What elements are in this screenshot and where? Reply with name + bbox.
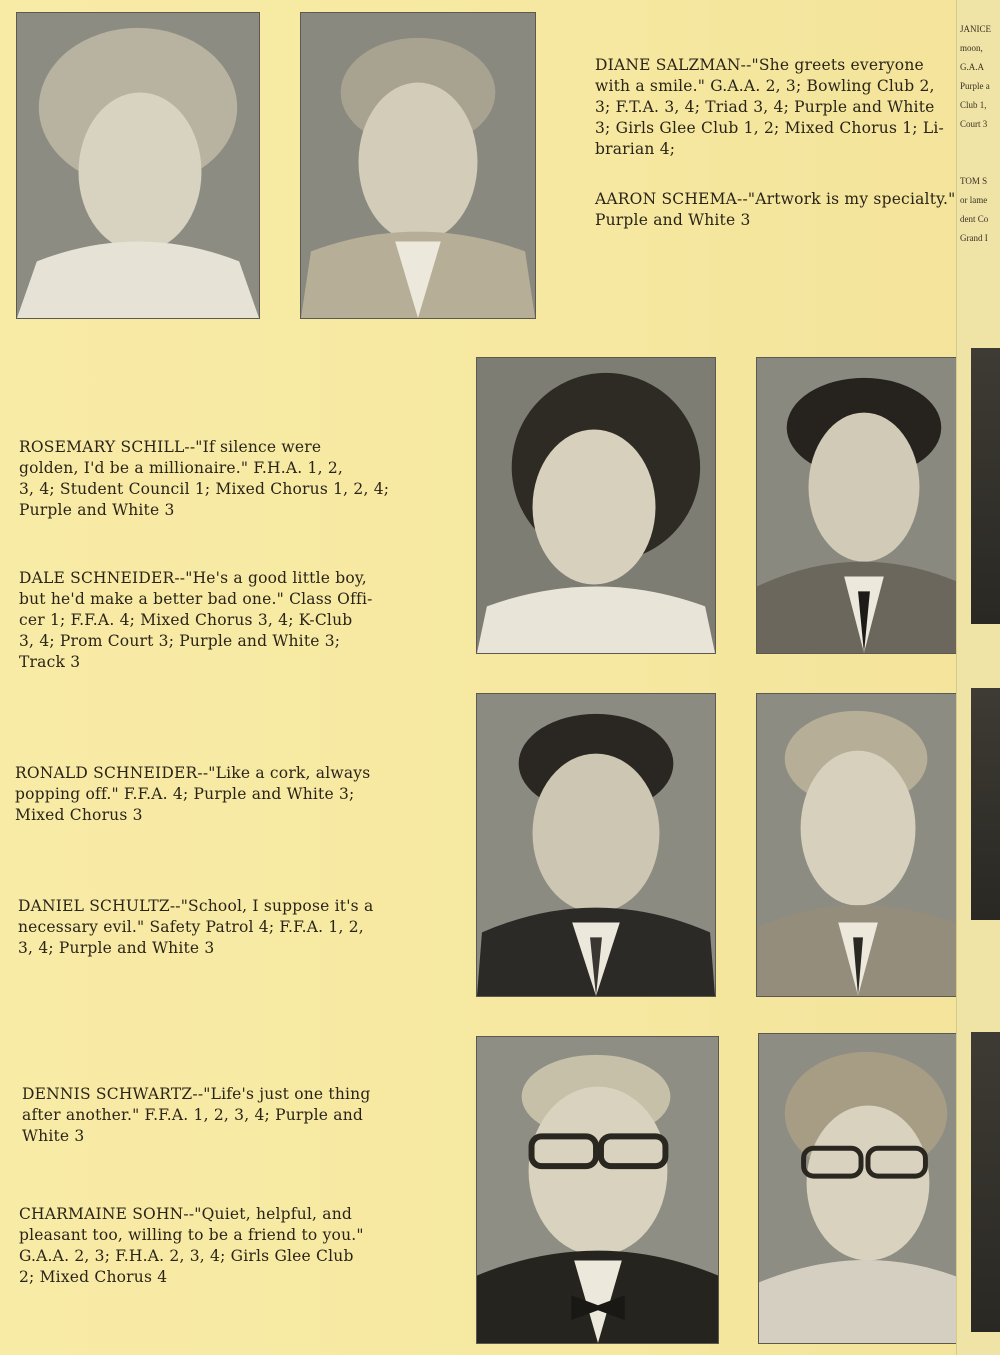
bio-dale-schneider: DALE SCHNEIDER--"He's a good little boy, but he'd make a better bad one." Class Offi- cer 1; F.F.A. 4; Mixed Chorus 3, 4; K-Club 3, 4; Prom Court 3; Purple and White 3; Track 3 — [19, 569, 373, 671]
bio-daniel-schultz: DANIEL SCHULTZ--"School, I suppose it's a necessary evil." Safety Patrol 4; F.F.A. 1, 2, 3, 4; Purple and White 3 — [18, 897, 374, 957]
photo-rosemary-schill — [476, 357, 716, 654]
bio-aaron-schema: AARON SCHEMA--"Artwork is my specialty." Purple and White 3 — [595, 190, 956, 229]
bio-diane-salzman: DIANE SALZMAN--"She greets everyone with a smile." G.A.A. 2, 3; Bowling Club 2, 3; F.T.A. 3, 4; Triad 3, 4; Purple and White 3; Girls Glee Club 1, 2; Mixed Chorus 1; Li- brarian 4; — [595, 56, 944, 158]
next-page-photo-3 — [971, 1032, 1000, 1332]
bio-dennis-schwartz: DENNIS SCHWARTZ--"Life's just one thing after another." F.F.A. 1, 2, 3, 4; Purple and White 3 — [22, 1085, 371, 1145]
photo-dennis-schwartz — [476, 1036, 719, 1344]
bio-ronald-schneider: RONALD SCHNEIDER--"Like a cork, always popping off." F.F.A. 4; Purple and White 3; Mixed Chorus 3 — [15, 764, 371, 824]
photo-charmaine-sohn — [758, 1033, 972, 1344]
bio-rosemary-schill: ROSEMARY SCHILL--"If silence were golden, I'd be a millionaire." F.H.A. 1, 2, 3, 4; Student Council 1; Mixed Chorus 1, 2, 4; Purple and White 3 — [19, 438, 390, 519]
next-page-photo-1 — [971, 348, 1000, 624]
next-page-text-top: JANICE moon, G.A.A Purple a Club 1, Court 3 — [960, 24, 991, 129]
next-page-photo-2 — [971, 688, 1000, 920]
photo-daniel-schultz — [756, 693, 969, 997]
next-page-text-mid: TOM S or lame dent Co Grand I — [960, 176, 989, 243]
bio-charmaine-sohn: CHARMAINE SOHN--"Quiet, helpful, and pleasant too, willing to be a friend to you." G.A.A. 2, 3; F.H.A. 2, 3, 4; Girls Glee Club 2; Mixed Chorus 4 — [19, 1205, 364, 1286]
next-page-edge — [956, 0, 1000, 1355]
photo-diane-salzman — [16, 12, 260, 319]
photo-dale-schneider — [756, 357, 969, 654]
photo-aaron-schema — [300, 12, 536, 319]
photo-ronald-schneider — [476, 693, 716, 997]
